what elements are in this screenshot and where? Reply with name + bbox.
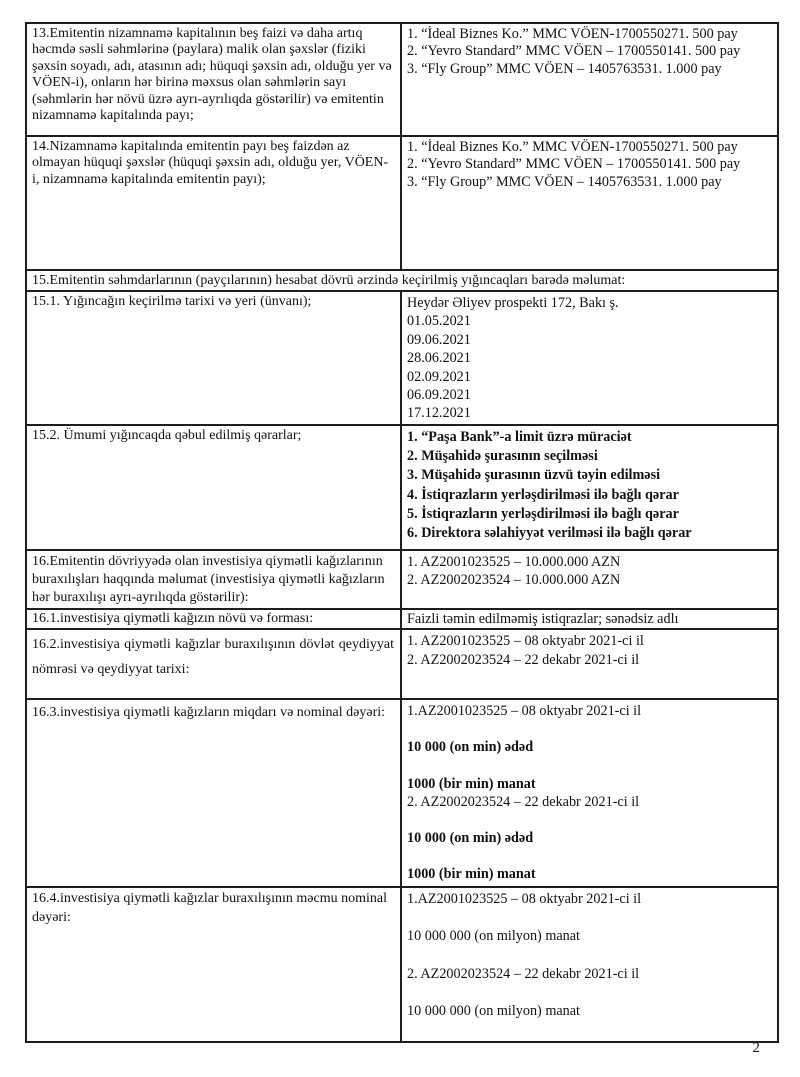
row-14-value — [401, 136, 778, 270]
cell-line: 10 000 000 (on milyon) manat — [407, 928, 580, 945]
row-15-1-value — [401, 291, 778, 425]
row-16-2-value — [401, 629, 778, 699]
row-14-label: 14.Nizamnamə kapitalında emitentin payı beş faizdən az olmayan hüquqi şəxslər (hüquqi şəxsin adı, olduğu yer, VÖEN-i, nizamnamə kapitalında emitentin payı); — [26, 136, 401, 270]
table-row-15-2 — [26, 425, 778, 550]
row-13-label: 13.Emitentin nizamnamə kapitalının beş faizi və daha artıq həcmdə səsli səhmlərinə (paylara) malik olan şəxslər (fiziki şəxsin soyadı, adı, atasının adı; hüquqi şəxsin adı, olduğu yer və VÖEN-i), onların hər birinə məxsus olan səhmlərin sayı (səhmlərin hər növü üzrə ayrı-ayrılıqda göstərilir) və emitentin nizamnamə kapitalında payı; — [26, 23, 401, 136]
row-15-2-value — [401, 425, 778, 550]
cell-line — [407, 946, 771, 965]
row-16-3-value — [401, 699, 778, 887]
cell-line — [407, 847, 771, 865]
cell-line: 28.06.2021 — [407, 350, 471, 367]
cell-line: 5. İstiqrazların yerləşdirilməsi ilə bağlı qərar — [407, 506, 679, 523]
row-16-1-label: 16.1.investisiya qiymətli kağızın növü və forması: — [26, 609, 401, 629]
table-row-16-2 — [26, 629, 778, 699]
cell-line: 17.12.2021 — [407, 405, 471, 422]
table-row-15-1 — [26, 291, 778, 425]
cell-line: 6. Direktora səlahiyyət verilməsi ilə bağlı qərar — [407, 525, 692, 542]
cell-line: 1. AZ2001023525 – 10.000.000 AZN — [407, 553, 621, 570]
cell-line: 2. AZ2002023524 – 10.000.000 AZN — [407, 572, 621, 589]
cell-line: 2. Müşahidə şurasının seçilməsi — [407, 448, 598, 465]
issuer-report-table — [25, 22, 779, 1043]
row-16-label: 16.Emitentin dövriyyədə olan investisiya qiymətli kağızlarının buraxılışları haqqında məlumat (investisiya qiymətli kağızların hər buraxılışı ayrı-ayrılıqda göstərilir): — [26, 550, 401, 609]
cell-line: Faizli təmin edilməmiş istiqrazlar; sənədsiz adlı — [407, 610, 679, 627]
row-13-value — [401, 23, 778, 136]
row-16-2-label: 16.2.investisiya qiymətli kağızlar buraxılışının dövlət qeydiyyat nömrəsi və qeydiyyat tarixi: — [26, 629, 401, 699]
cell-line: 02.09.2021 — [407, 368, 471, 385]
cell-line: 2. “Yevro Standard” MMC VÖEN – 1700550141. 500 pay — [407, 156, 741, 173]
cell-line: 4. İstiqrazların yerləşdirilməsi ilə bağlı qərar — [407, 486, 679, 503]
cell-line: 2. AZ2002023524 – 22 dekabr 2021-ci il — [407, 652, 640, 669]
row-16-4-label: 16.4.investisiya qiymətli kağızlar buraxılışının məcmu nominal dəyəri: — [26, 887, 401, 1042]
row-15-header: 15.Emitentin səhmdarlarının (payçılarının) hesabat dövrü ərzində keçirilmiş yığıncaqları barədə məlumat: — [26, 270, 778, 291]
cell-line: 3. “Fly Group” MMC VÖEN – 1405763531. 1.000 pay — [407, 173, 722, 190]
row-16-value — [401, 550, 778, 609]
cell-line: Heydər Əliyev prospekti 172, Bakı ş. — [407, 295, 619, 311]
cell-line — [407, 720, 771, 738]
row-16-1-value — [401, 609, 778, 629]
cell-line: 1.AZ2001023525 – 08 oktyabr 2021-ci il — [407, 703, 642, 720]
table-row-15-header — [26, 270, 778, 291]
cell-line — [407, 811, 771, 829]
cell-line: 1.AZ2001023525 – 08 oktyabr 2021-ci il — [407, 891, 642, 908]
cell-line: 3. “Fly Group” MMC VÖEN – 1405763531. 1.000 pay — [407, 60, 722, 77]
cell-line: 1. AZ2001023525 – 08 oktyabr 2021-ci il — [407, 633, 644, 650]
cell-line: 06.09.2021 — [407, 387, 471, 404]
row-15-1-label: 15.1. Yığıncağın keçirilmə tarixi və yeri (ünvanı); — [26, 291, 401, 425]
cell-line — [407, 983, 771, 1002]
cell-line: 2. AZ2002023524 – 22 dekabr 2021-ci il — [407, 965, 640, 982]
cell-line: 10 000 000 (on milyon) manat — [407, 1002, 580, 1019]
cell-line: 01.05.2021 — [407, 313, 471, 330]
row-16-4-value — [401, 887, 778, 1042]
cell-line: 1. “İdeal Biznes Ko.” MMC VÖEN-1700550271. 500 pay — [407, 139, 738, 155]
cell-line: 1. “İdeal Biznes Ko.” MMC VÖEN-1700550271. 500 pay — [407, 26, 738, 42]
table-row-16 — [26, 550, 778, 609]
table-row-16-4 — [26, 887, 778, 1042]
row-16-3-label: 16.3.investisiya qiymətli kağızların miqdarı və nominal dəyəri: — [26, 699, 401, 887]
table-row-13 — [26, 23, 778, 136]
table-row-16-1 — [26, 609, 778, 629]
table-row-16-3 — [26, 699, 778, 887]
cell-line — [407, 757, 771, 775]
row-15-2-label: 15.2. Ümumi yığıncaqda qəbul edilmiş qərarlar; — [26, 425, 401, 550]
cell-line — [407, 909, 771, 928]
cell-line: 2. AZ2002023524 – 22 dekabr 2021-ci il — [407, 793, 640, 810]
cell-line: 1. “Paşa Bank”-a limit üzrə müraciət — [407, 428, 632, 445]
cell-line: 09.06.2021 — [407, 331, 471, 348]
cell-line: 2. “Yevro Standard” MMC VÖEN – 1700550141. 500 pay — [407, 43, 741, 60]
cell-line: 10 000 (on min) ədəd — [407, 829, 534, 846]
table-row-14 — [26, 136, 778, 270]
cell-line: 3. Müşahidə şurasının üzvü təyin edilməsi — [407, 467, 661, 484]
cell-line: 1000 (bir min) manat — [407, 775, 536, 792]
cell-line: 10 000 (on min) ədəd — [407, 739, 534, 756]
page-number: 2 — [752, 1040, 760, 1056]
cell-line: 1000 (bir min) manat — [407, 866, 536, 883]
